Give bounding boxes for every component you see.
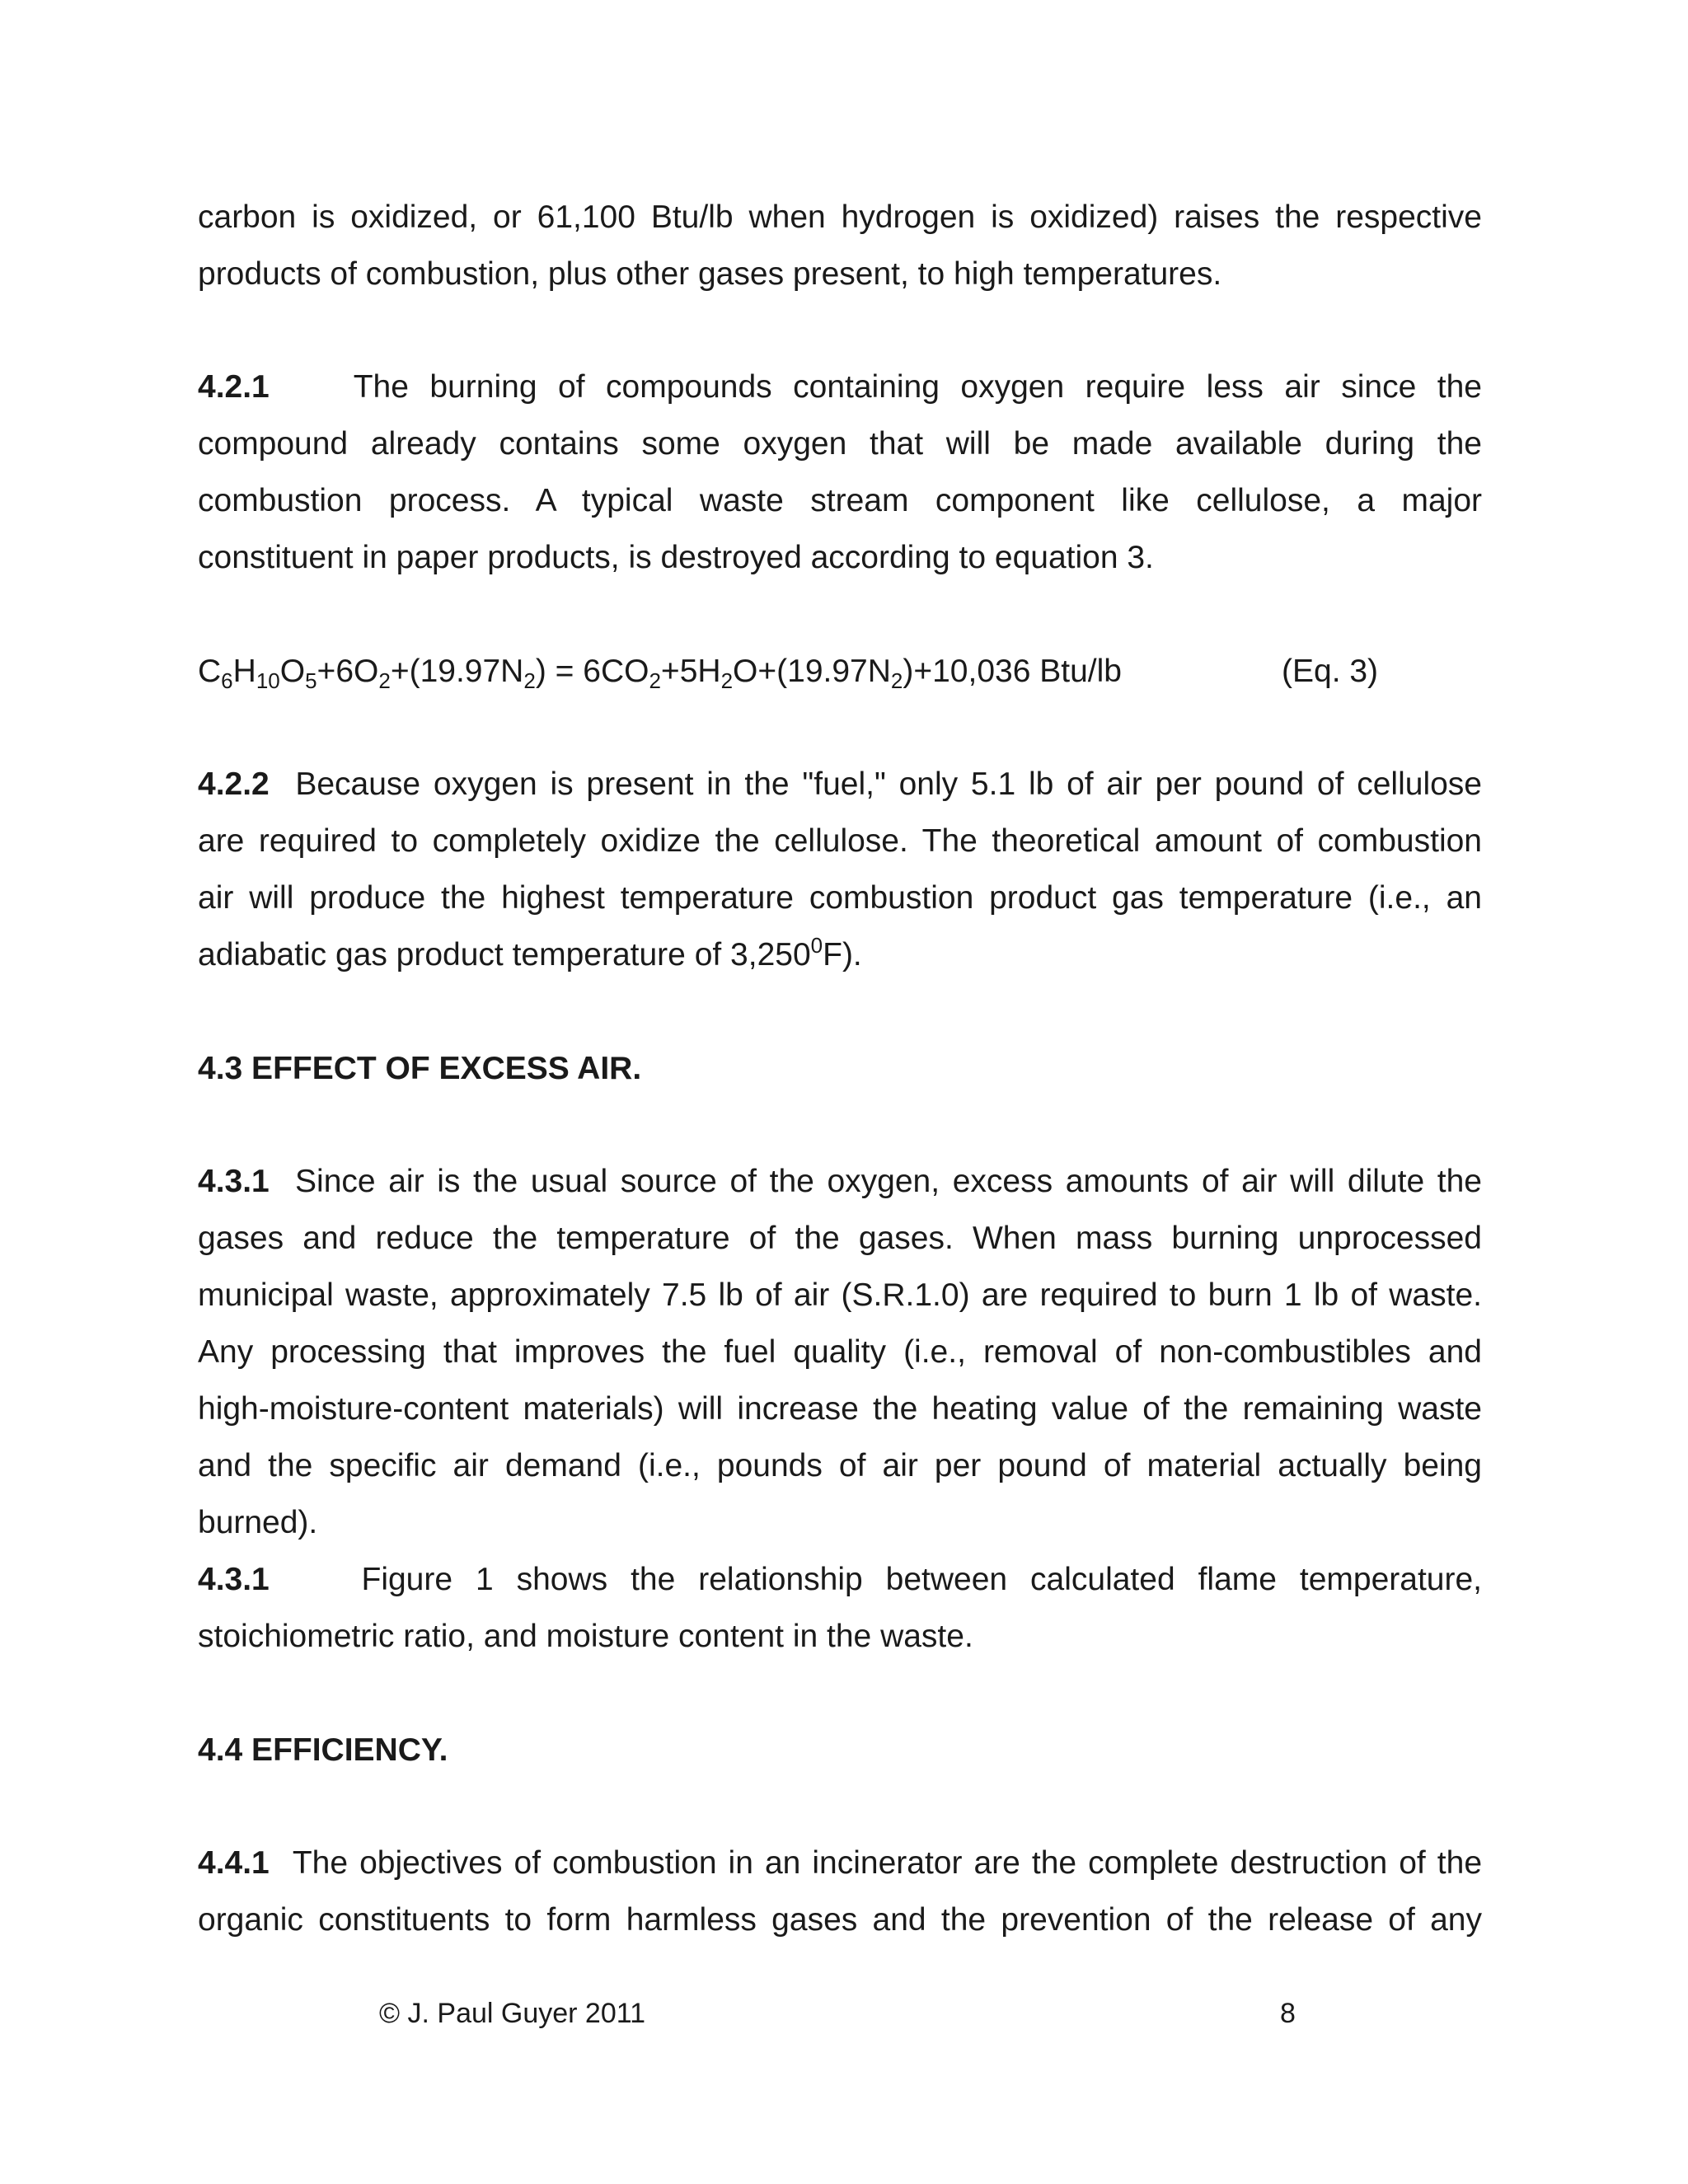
equation-text: $C_6H_{10}O_5+6O_2+(19.97N_2) = 6CO_2+5H_2O+(19.97N_2)+10,036$ Btu/lb bbox=[198, 654, 1122, 693]
text-line bbox=[198, 359, 1482, 415]
text-line bbox=[198, 1835, 1482, 1891]
footer-copyright: © J. Paul Guyer 2011 bbox=[379, 1998, 646, 2029]
text-segment: Since air is the usual source of the oxygen, excess amounts of air will dilute the bbox=[295, 1164, 1482, 1199]
footer-page-number: 8 bbox=[1280, 1998, 1296, 2029]
text-segment: Figure 1 shows the relationship between calculated flame temperature, bbox=[361, 1562, 1482, 1597]
paragraph-4-2-1 bbox=[198, 359, 1482, 586]
text-line: high-moisture-content materials) will increase the heating value of the remaining waste bbox=[198, 1391, 1482, 1427]
text-line: compound already contains some oxygen that will be made available during the bbox=[198, 426, 1482, 462]
text-line: Any processing that improves the fuel quality (i.e., removal of non-combustibles and bbox=[198, 1334, 1482, 1370]
text-segment: The burning of compounds containing oxygen require less air since the bbox=[353, 369, 1483, 405]
text-line: carbon is oxidized, or 61,100 Btu/lb when hydrogen is oxidized) raises the respective bbox=[198, 199, 1482, 235]
section-number: 4.4.1 bbox=[198, 1845, 270, 1881]
text-line: municipal waste, approximately 7.5 lb of air (S.R.1.0) are required to burn 1 lb of waste. bbox=[198, 1277, 1482, 1313]
section-number: 4.2.1 bbox=[198, 369, 270, 405]
text-segment: Because oxygen is present in the "fuel," only 5.1 lb of air per pound of cellulose bbox=[295, 766, 1482, 802]
text-line: products of combustion, plus other gases present, to high temperatures. bbox=[198, 256, 1222, 292]
paragraph-4-4-1 bbox=[198, 1835, 1482, 1948]
paragraph-4-3-1 bbox=[198, 1153, 1482, 1665]
heading-4-3: 4.3 EFFECT OF EXCESS AIR. bbox=[198, 1051, 642, 1086]
text-line: burned). bbox=[198, 1505, 318, 1540]
section-number: 4.3.1 bbox=[198, 1562, 270, 1597]
text-line: adiabatic gas product temperature of 3,250$^0$F). bbox=[198, 933, 862, 972]
paragraph-intro bbox=[198, 189, 1482, 302]
text-line: and the specific air demand (i.e., pounds of air per pound of material actually being bbox=[198, 1448, 1482, 1483]
text-line bbox=[198, 756, 1482, 813]
text-line: combustion process. A typical waste stream component like cellulose, a major bbox=[198, 483, 1482, 518]
text-line: organic constituents to form harmless gases and the prevention of the release of any bbox=[198, 1902, 1482, 1938]
text-line: constituent in paper products, is destroyed according to equation 3. bbox=[198, 540, 1154, 575]
equation-label: (Eq. 3) bbox=[1282, 654, 1379, 689]
text-line: are required to completely oxidize the cellulose. The theoretical amount of combustion bbox=[198, 823, 1482, 859]
text-line: air will produce the highest temperature combustion product gas temperature (i.e., an bbox=[198, 880, 1482, 916]
text-line: stoichiometric ratio, and moisture content in the waste. bbox=[198, 1619, 973, 1654]
text-line bbox=[198, 1551, 1482, 1608]
paragraph-4-2-2 bbox=[198, 756, 1482, 983]
text-segment: The objectives of combustion in an incinerator are the complete destruction of the bbox=[292, 1845, 1483, 1881]
text-line bbox=[198, 1153, 1482, 1210]
text-line: gases and reduce the temperature of the gases. When mass burning unprocessed bbox=[198, 1221, 1482, 1256]
section-number: 4.2.2 bbox=[198, 766, 270, 802]
heading-4-4: 4.4 EFFICIENCY. bbox=[198, 1732, 448, 1768]
section-number: 4.3.1 bbox=[198, 1164, 270, 1199]
